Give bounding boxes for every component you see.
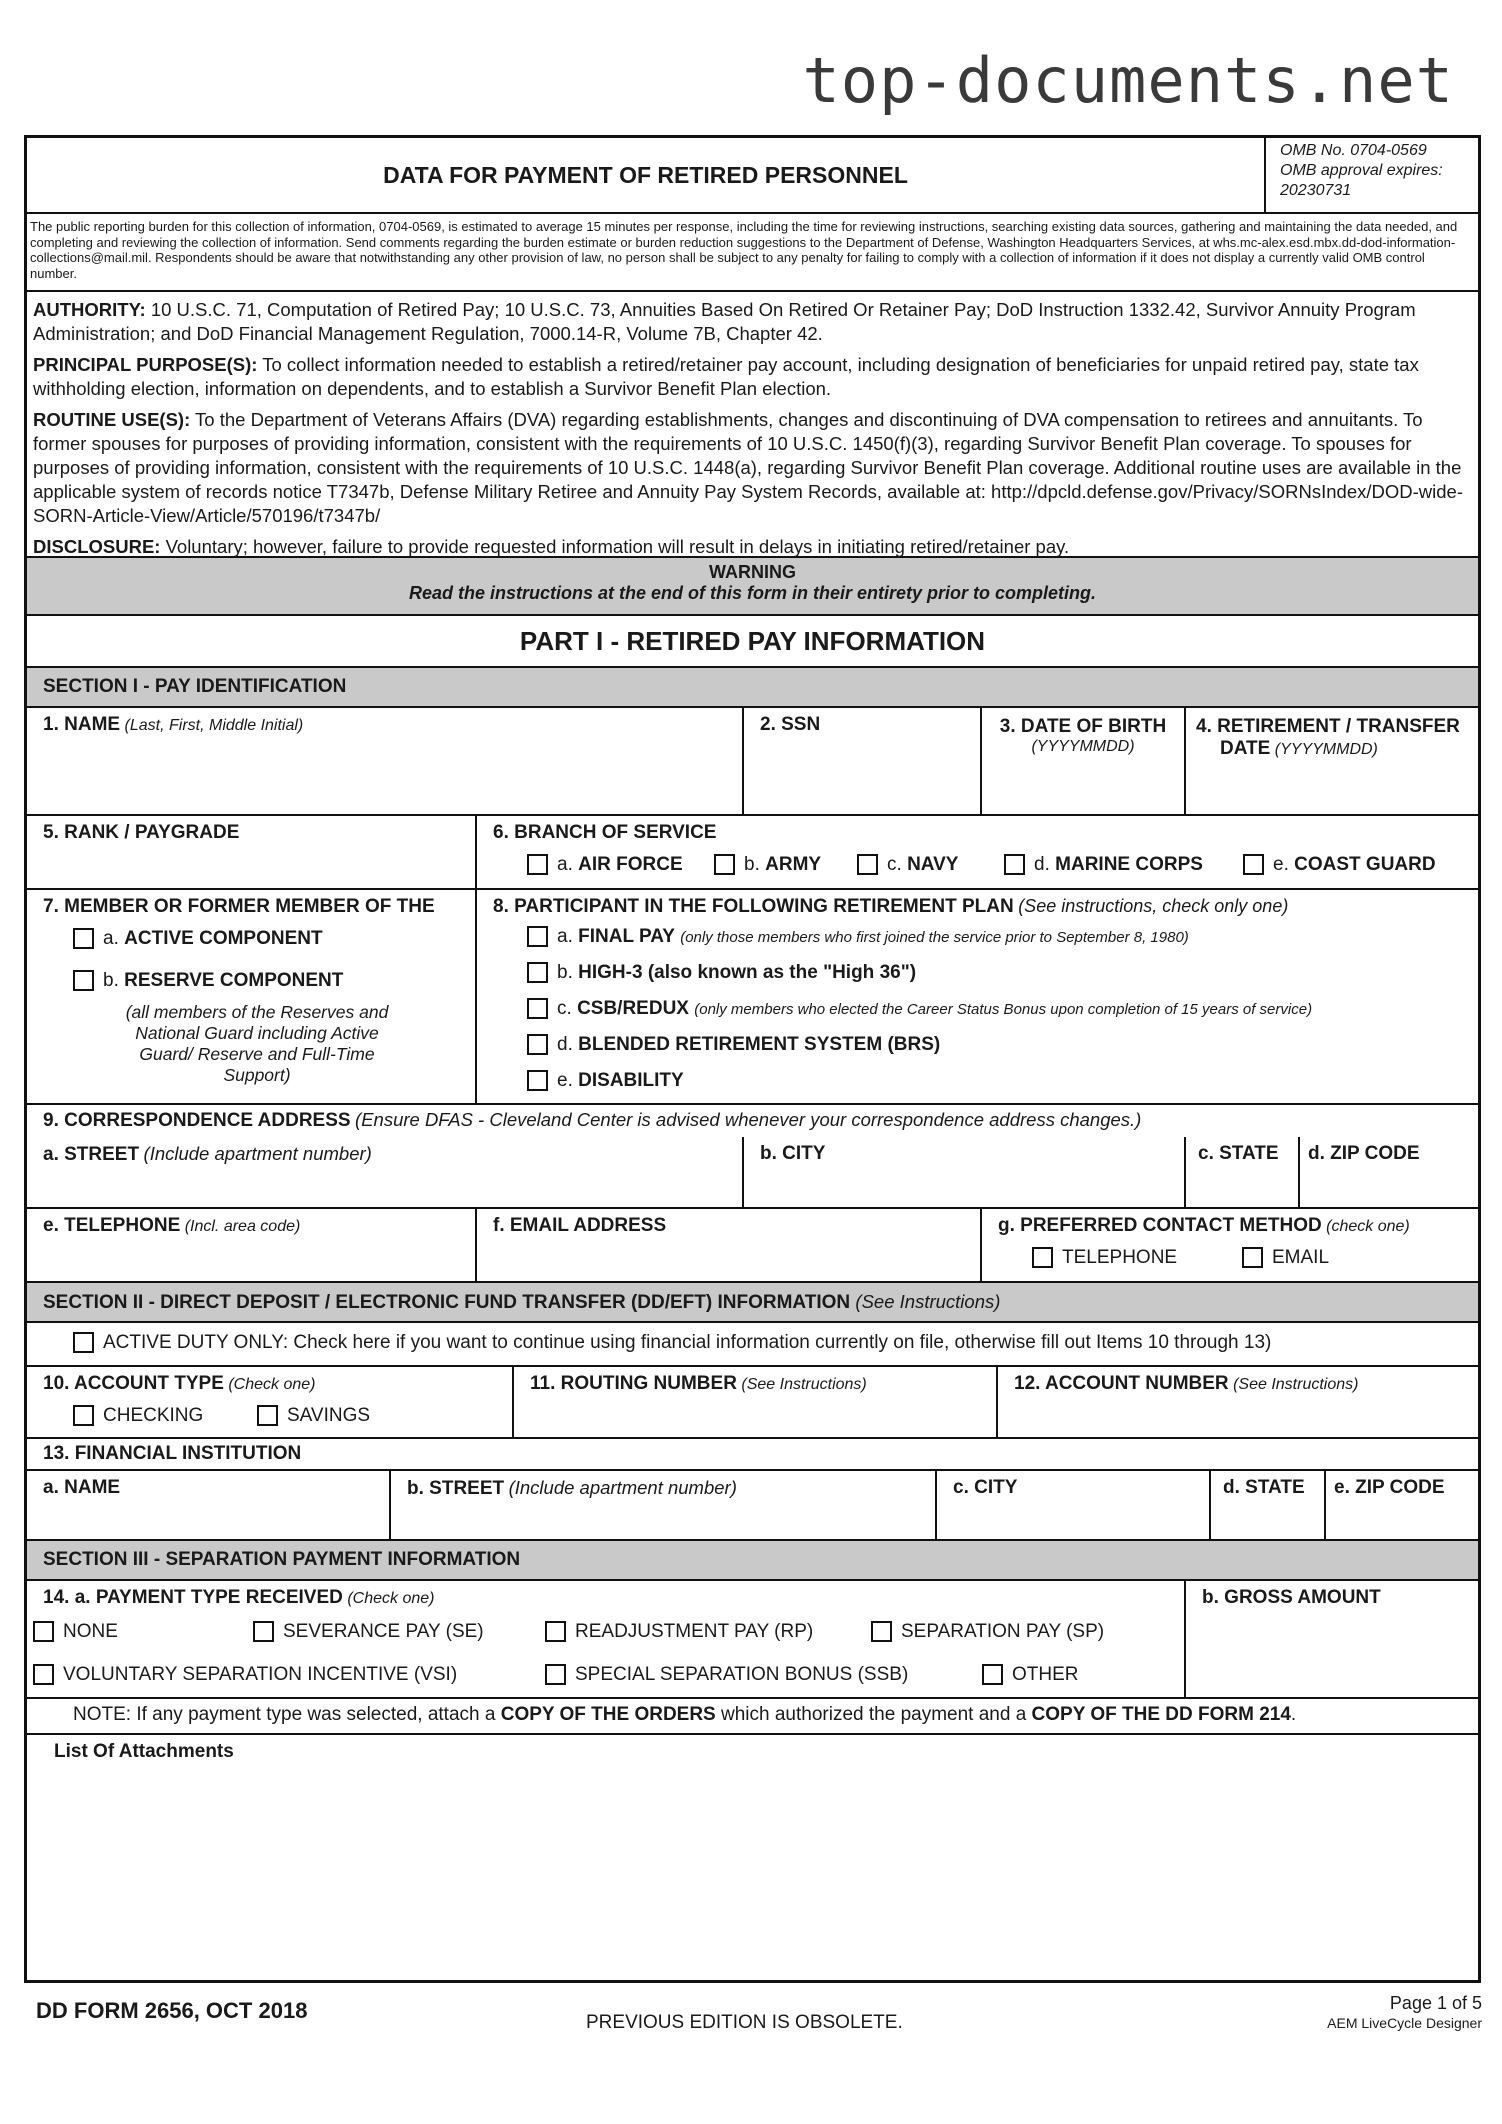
note-text: NOTE: If any payment type was selected, attach a (73, 1704, 501, 1725)
branch-letter: d. (1034, 854, 1050, 875)
member-letter: b. (103, 970, 119, 991)
dob-label: 3. DATE OF BIRTH (999, 716, 1167, 737)
routine-label: ROUTINE USE(S): (33, 409, 191, 430)
dd-form-2656 (24, 135, 1481, 1983)
branch-option-army[interactable] (714, 854, 821, 876)
checkbox-high-3[interactable] (527, 962, 548, 983)
branch-letter: e. (1273, 854, 1289, 875)
checkbox-reserve-component[interactable] (73, 970, 94, 991)
checkbox-csb-redux[interactable] (527, 998, 548, 1019)
plan-letter: d. (557, 1034, 573, 1055)
warning-text: Read the instructions at the end of this form in their entirety prior to completing. (408, 583, 1097, 603)
authority-text: 10 U.S.C. 71, Computation of Retired Pay; 10 U.S.C. 73, Annuities Based On Retired Or Retainer Pay; DoD Instruction 1332.42, Survivor Annuity Program Administration; and DoD Financial Management Regulation, 7000.14-R, Volume 7B, Chapter 42. (33, 299, 1416, 344)
address-label: 9. CORRESPONDENCE ADDRESS (43, 1110, 351, 1131)
routine-use-paragraph (27, 408, 1478, 528)
payment-option-label: READJUSTMENT PAY (RP) (575, 1621, 814, 1642)
member-option-active[interactable] (73, 928, 323, 950)
payment-type-field (27, 1581, 1186, 1697)
note-dd214: COPY OF THE DD FORM 214 (1031, 1704, 1291, 1725)
payment-option-separation[interactable] (871, 1621, 1104, 1643)
plan-note: (only those members who first joined the service prior to September 8, 1980) (680, 929, 1189, 946)
ssn-label: 2. SSN (760, 714, 821, 735)
form-title: DATA FOR PAYMENT OF RETIRED PERSONNEL (383, 161, 908, 188)
member-field (27, 890, 477, 1103)
member-plan-row (27, 890, 1478, 1105)
contact-row (27, 1209, 1478, 1283)
part-1-header (27, 616, 1478, 668)
rank-branch-row (27, 816, 1478, 890)
plan-sublabel: (See instructions, check only one) (1018, 896, 1289, 916)
gross-amount-field[interactable] (1186, 1581, 1478, 1697)
preferred-contact-field (982, 1209, 1478, 1281)
privacy-act-statement (27, 292, 1478, 558)
obsolete-notice: PREVIOUS EDITION IS OBSOLETE. (586, 2012, 903, 2033)
checkbox-savings[interactable] (257, 1405, 278, 1426)
fin-city-field[interactable] (937, 1471, 1211, 1539)
city-field[interactable] (744, 1137, 1186, 1207)
routine-text: To the Department of Veterans Affairs (DVA) regarding establishments, changes and discontinuing of DVA compensation to retirees and annuitants. To former spouses for purposes of providing information, consistent with the requirements of 10 U.S.C. 1450(f)(3), regarding Survivor Benefit Plan coverage. To spouses for purposes of providing information, consistent with the requirements of 10 U.S.C. 1448(a), regarding Survivor Benefit Plan coverage. Additional routine uses are available in the applicable system of records notice T7347b, Defense Military Retiree and Annuity Pay System Records, available at: http://dpcld.defense.gov/Privacy/SORNsIndex/DOD-wide-SORN-Article-View/Article/570196/t7347b/ (33, 409, 1463, 526)
payment-option-label: SPECIAL SEPARATION BONUS (SSB) (575, 1664, 909, 1685)
name-label: 1. NAME (43, 714, 121, 735)
active-duty-option[interactable] (73, 1332, 1271, 1354)
rank-label: 5. RANK / PAYGRADE (43, 822, 240, 843)
account-option-savings[interactable] (257, 1405, 370, 1427)
contact-option-telephone[interactable] (1032, 1247, 1177, 1269)
plan-letter: b. (557, 962, 573, 983)
account-number-label: 12. ACCOUNT NUMBER (1014, 1373, 1229, 1394)
member-option-reserve[interactable] (73, 970, 343, 992)
retirement-date-label: DATE (1220, 738, 1271, 759)
address-sublabel: (Ensure DFAS - Cleveland Center is advised whenever your correspondence address changes.) (355, 1109, 1142, 1130)
checkbox-navy[interactable] (857, 854, 878, 875)
section-2-title: SECTION II - DIRECT DEPOSIT / ELECTRONIC FUND TRANSFER (DD/EFT) INFORMATION (43, 1292, 851, 1313)
plan-option-disability[interactable] (527, 1070, 684, 1092)
omb-info (1266, 138, 1478, 212)
savings-label: SAVINGS (287, 1405, 371, 1426)
account-type-label: 10. ACCOUNT TYPE (43, 1373, 224, 1394)
rank-field[interactable] (27, 816, 477, 888)
routing-sublabel: (See Instructions) (741, 1376, 867, 1393)
branch-letter: b. (744, 854, 760, 875)
omb-number: OMB No. 0704-0569 (1280, 142, 1427, 159)
branch-name: MARINE CORPS (1055, 854, 1203, 875)
branch-name: NAVY (907, 854, 959, 875)
payment-option-ssb[interactable] (545, 1664, 908, 1686)
plan-note: (only members who elected the Career Status Bonus upon completion of 15 years of service) (694, 1001, 1313, 1018)
telephone-field[interactable] (27, 1209, 477, 1281)
payment-option-label: OTHER (1012, 1664, 1079, 1685)
fin-street-label: b. STREET (407, 1478, 505, 1499)
purpose-label: PRINCIPAL PURPOSE(S): (33, 354, 258, 375)
checkbox-active-duty[interactable] (73, 1332, 94, 1353)
branch-option-coast-guard[interactable] (1243, 854, 1436, 876)
fin-city-label: c. CITY (953, 1477, 1018, 1498)
plan-option-brs[interactable] (527, 1034, 940, 1056)
page-number: Page 1 of 5 (1389, 1993, 1482, 2013)
note-orders: COPY OF THE ORDERS (500, 1704, 716, 1725)
plan-letter: e. (557, 1070, 573, 1091)
account-type-field (27, 1367, 514, 1437)
account-type-sublabel: (Check one) (228, 1376, 316, 1393)
disclosure-label: DISCLOSURE: (33, 536, 161, 557)
state-label: c. STATE (1198, 1143, 1279, 1164)
form-header (27, 138, 1478, 214)
plan-name: DISABILITY (578, 1070, 684, 1091)
ssn-field[interactable] (744, 708, 982, 814)
note-text: which authorized the payment and a (715, 1704, 1032, 1725)
checkbox-active-component[interactable] (73, 928, 94, 949)
checkbox-severance[interactable] (253, 1621, 274, 1642)
part-1-title: PART I - RETIRED PAY INFORMATION (519, 625, 986, 656)
gross-amount-label: b. GROSS AMOUNT (1202, 1587, 1381, 1608)
plan-option-high-3[interactable] (527, 962, 916, 984)
checkbox-disability[interactable] (527, 1070, 548, 1091)
fin-zip-label: e. ZIP CODE (1334, 1477, 1445, 1498)
branch-label: 6. BRANCH OF SERVICE (493, 822, 717, 843)
branch-name: COAST GUARD (1294, 854, 1436, 875)
contact-email-label: EMAIL (1272, 1247, 1330, 1268)
designer-credit: AEM LiveCycle Designer (1327, 2015, 1482, 2031)
financial-institution-header (27, 1439, 1478, 1471)
telephone-label: e. TELEPHONE (43, 1215, 181, 1236)
correspondence-address-header (27, 1105, 1478, 1137)
payment-option-severance[interactable] (253, 1621, 484, 1643)
form-title-cell (27, 138, 1266, 212)
fin-state-field[interactable] (1211, 1471, 1326, 1539)
branch-letter: a. (557, 854, 573, 875)
account-option-checking[interactable] (73, 1405, 203, 1427)
authority-paragraph (27, 298, 1478, 346)
purpose-text: To collect information needed to establish a retired/retainer pay account, including designation of beneficiaries for unpaid retired pay, state tax withholding election, information on dependents, and to establish a Survivor Benefit Plan election. (33, 354, 1419, 399)
note-text: . (1290, 1704, 1297, 1725)
plan-name: FINAL PAY (578, 926, 675, 947)
fin-street-field[interactable] (391, 1471, 937, 1539)
email-label: f. EMAIL ADDRESS (493, 1215, 667, 1236)
member-label: 7. MEMBER OR FORMER MEMBER OF THE (43, 896, 435, 917)
name-field[interactable] (27, 708, 744, 814)
payment-option-vsi[interactable] (33, 1664, 457, 1686)
street-field[interactable] (27, 1137, 744, 1207)
fin-state-label: d. STATE (1223, 1477, 1305, 1498)
checkbox-air-force[interactable] (527, 854, 548, 875)
warning-banner (27, 558, 1478, 616)
checkbox-contact-email[interactable] (1242, 1247, 1263, 1268)
payment-option-label: SEVERANCE PAY (SE) (283, 1621, 484, 1642)
branch-field (477, 816, 1478, 888)
section-3-header (27, 1541, 1478, 1581)
contact-sublabel: (check one) (1326, 1218, 1410, 1235)
payment-option-none[interactable] (33, 1621, 118, 1643)
account-row (27, 1367, 1478, 1439)
member-letter: a. (103, 928, 119, 949)
branch-option-navy[interactable] (857, 854, 958, 876)
payment-option-readjustment[interactable] (545, 1621, 813, 1643)
attachment-note (27, 1699, 1478, 1735)
payment-option-other[interactable] (982, 1664, 1079, 1686)
city-label: b. CITY (760, 1143, 826, 1164)
state-field[interactable] (1186, 1137, 1300, 1207)
form-identifier: DD FORM 2656, OCT 2018 (36, 1998, 308, 2023)
contact-label: g. PREFERRED CONTACT METHOD (998, 1215, 1322, 1236)
email-field[interactable] (477, 1209, 982, 1281)
identification-row (27, 708, 1478, 816)
contact-option-email[interactable] (1242, 1247, 1329, 1269)
checkbox-coast-guard[interactable] (1243, 854, 1264, 875)
fin-name-field[interactable] (27, 1471, 391, 1539)
branch-letter: c. (887, 854, 902, 875)
checkbox-none[interactable] (33, 1621, 54, 1642)
fin-name-label: a. NAME (43, 1477, 121, 1498)
retirement-plan-field (477, 890, 1478, 1103)
payment-option-label: VOLUNTARY SEPARATION INCENTIVE (VSI) (63, 1664, 458, 1685)
plan-name: BLENDED RETIREMENT SYSTEM (BRS) (578, 1034, 941, 1055)
disclosure-text: Voluntary; however, failure to provide requested information will result in delays in initiating retired/retainer pay. (160, 536, 1070, 557)
financial-institution-label: 13. FINANCIAL INSTITUTION (43, 1443, 302, 1464)
account-number-field[interactable] (998, 1367, 1478, 1437)
checkbox-army[interactable] (714, 854, 735, 875)
reserve-note: (all members of the Reserves and National Guard including Active Guard/ Reserve and Full-Time Support) (125, 1002, 389, 1085)
name-sublabel: (Last, First, Middle Initial) (124, 717, 304, 734)
checkbox-separation[interactable] (871, 1621, 892, 1642)
member-reserve-label: RESERVE COMPONENT (124, 970, 344, 991)
section-1-title: SECTION I - PAY IDENTIFICATION (43, 676, 347, 697)
plan-name: CSB/REDUX (577, 998, 689, 1019)
checkbox-other[interactable] (982, 1664, 1003, 1685)
checkbox-checking[interactable] (73, 1405, 94, 1426)
payment-option-label: NONE (63, 1621, 118, 1642)
disclosure-paragraph (27, 535, 1478, 559)
member-active-label: ACTIVE COMPONENT (124, 928, 323, 949)
retirement-label: 4. RETIREMENT / TRANSFER (1196, 716, 1460, 737)
checkbox-vsi[interactable] (33, 1664, 54, 1685)
checkbox-ssb[interactable] (545, 1664, 566, 1685)
street-label: a. STREET (43, 1144, 140, 1165)
routing-number-field[interactable] (514, 1367, 998, 1437)
plan-option-csb-redux[interactable] (527, 998, 1312, 1020)
section-3-title: SECTION III - SEPARATION PAYMENT INFORMATION (43, 1549, 521, 1570)
fin-zip-field[interactable] (1326, 1471, 1478, 1539)
checkbox-brs[interactable] (527, 1034, 548, 1055)
plan-name: HIGH-3 (also known as the "High 36") (578, 962, 917, 983)
checkbox-final-pay[interactable] (527, 926, 548, 947)
section-2-header (27, 1283, 1478, 1323)
checking-label: CHECKING (103, 1405, 204, 1426)
burden-text: The public reporting burden for this collection of information, 0704-0569, is estimated to average 15 minutes per response, including the time for reviewing instructions, searching existing data sources, gathering and maintaining the data needed, and completing and reviewing the collection of information. Send comments regarding the burden estimate or burden reduction suggestions to the Department of Defense, Washington Headquarters Services, at whs.mc-alex.esd.mbx.dd-dod-information-collections@mail.mil. Respondents should be aware that notwithstanding any other provision of law, no person shall be subject to any penalty for failing to comply with a collection of information if it does not display a currently valid OMB control number. (30, 219, 1458, 281)
active-duty-row (27, 1323, 1478, 1367)
section-1-header (27, 668, 1478, 708)
checkbox-contact-telephone[interactable] (1032, 1247, 1053, 1268)
payment-type-label: 14. a. PAYMENT TYPE RECEIVED (43, 1587, 343, 1608)
omb-expires-date: 20230731 (1280, 182, 1352, 199)
routing-label: 11. ROUTING NUMBER (530, 1373, 737, 1394)
checkbox-marine-corps[interactable] (1004, 854, 1025, 875)
attachments-label: List Of Attachments (54, 1741, 234, 1762)
zip-field[interactable] (1300, 1137, 1478, 1207)
retirement-date-sublabel: (YYYYMMDD) (1274, 741, 1378, 758)
street-sublabel: (Include apartment number) (143, 1143, 372, 1164)
branch-name: ARMY (765, 854, 822, 875)
telephone-sublabel: (Incl. area code) (184, 1218, 301, 1235)
fin-street-sublabel: (Include apartment number) (508, 1477, 737, 1498)
checkbox-readjustment[interactable] (545, 1621, 566, 1642)
plan-letter: c. (557, 998, 572, 1019)
purpose-paragraph (27, 353, 1478, 401)
contact-telephone-label: TELEPHONE (1062, 1247, 1178, 1268)
branch-name: AIR FORCE (578, 854, 683, 875)
payment-option-label: SEPARATION PAY (SP) (901, 1621, 1105, 1642)
warning-title: WARNING (709, 562, 796, 582)
account-number-sublabel: (See Instructions) (1233, 1376, 1359, 1393)
watermark: top-documents.net (802, 44, 1454, 117)
plan-option-final-pay[interactable] (527, 926, 1189, 948)
branch-option-marine-corps[interactable] (1004, 854, 1203, 876)
plan-label: 8. PARTICIPANT IN THE FOLLOWING RETIREMENT PLAN (493, 896, 1014, 917)
authority-label: AUTHORITY: (33, 299, 146, 320)
dob-field[interactable] (982, 708, 1186, 814)
address-fields-row (27, 1137, 1478, 1209)
plan-letter: a. (557, 926, 573, 947)
dob-sublabel: (YYYYMMDD) (1031, 738, 1135, 755)
payment-type-sublabel: (Check one) (347, 1590, 435, 1607)
branch-option-air-force[interactable] (527, 854, 683, 876)
attachments-field[interactable] (27, 1735, 1478, 1983)
omb-expires-label: OMB approval expires: (1280, 162, 1443, 179)
financial-institution-row (27, 1471, 1478, 1541)
section-2-sublabel: (See Instructions) (855, 1291, 1001, 1312)
zip-label: d. ZIP CODE (1308, 1143, 1420, 1164)
active-duty-label: ACTIVE DUTY ONLY: Check here if you want to continue using financial information currently on file, otherwise fill out Items 10 through 13) (103, 1332, 1272, 1353)
retirement-date-field[interactable] (1186, 708, 1478, 814)
burden-statement (27, 214, 1478, 292)
payment-type-row (27, 1581, 1478, 1699)
